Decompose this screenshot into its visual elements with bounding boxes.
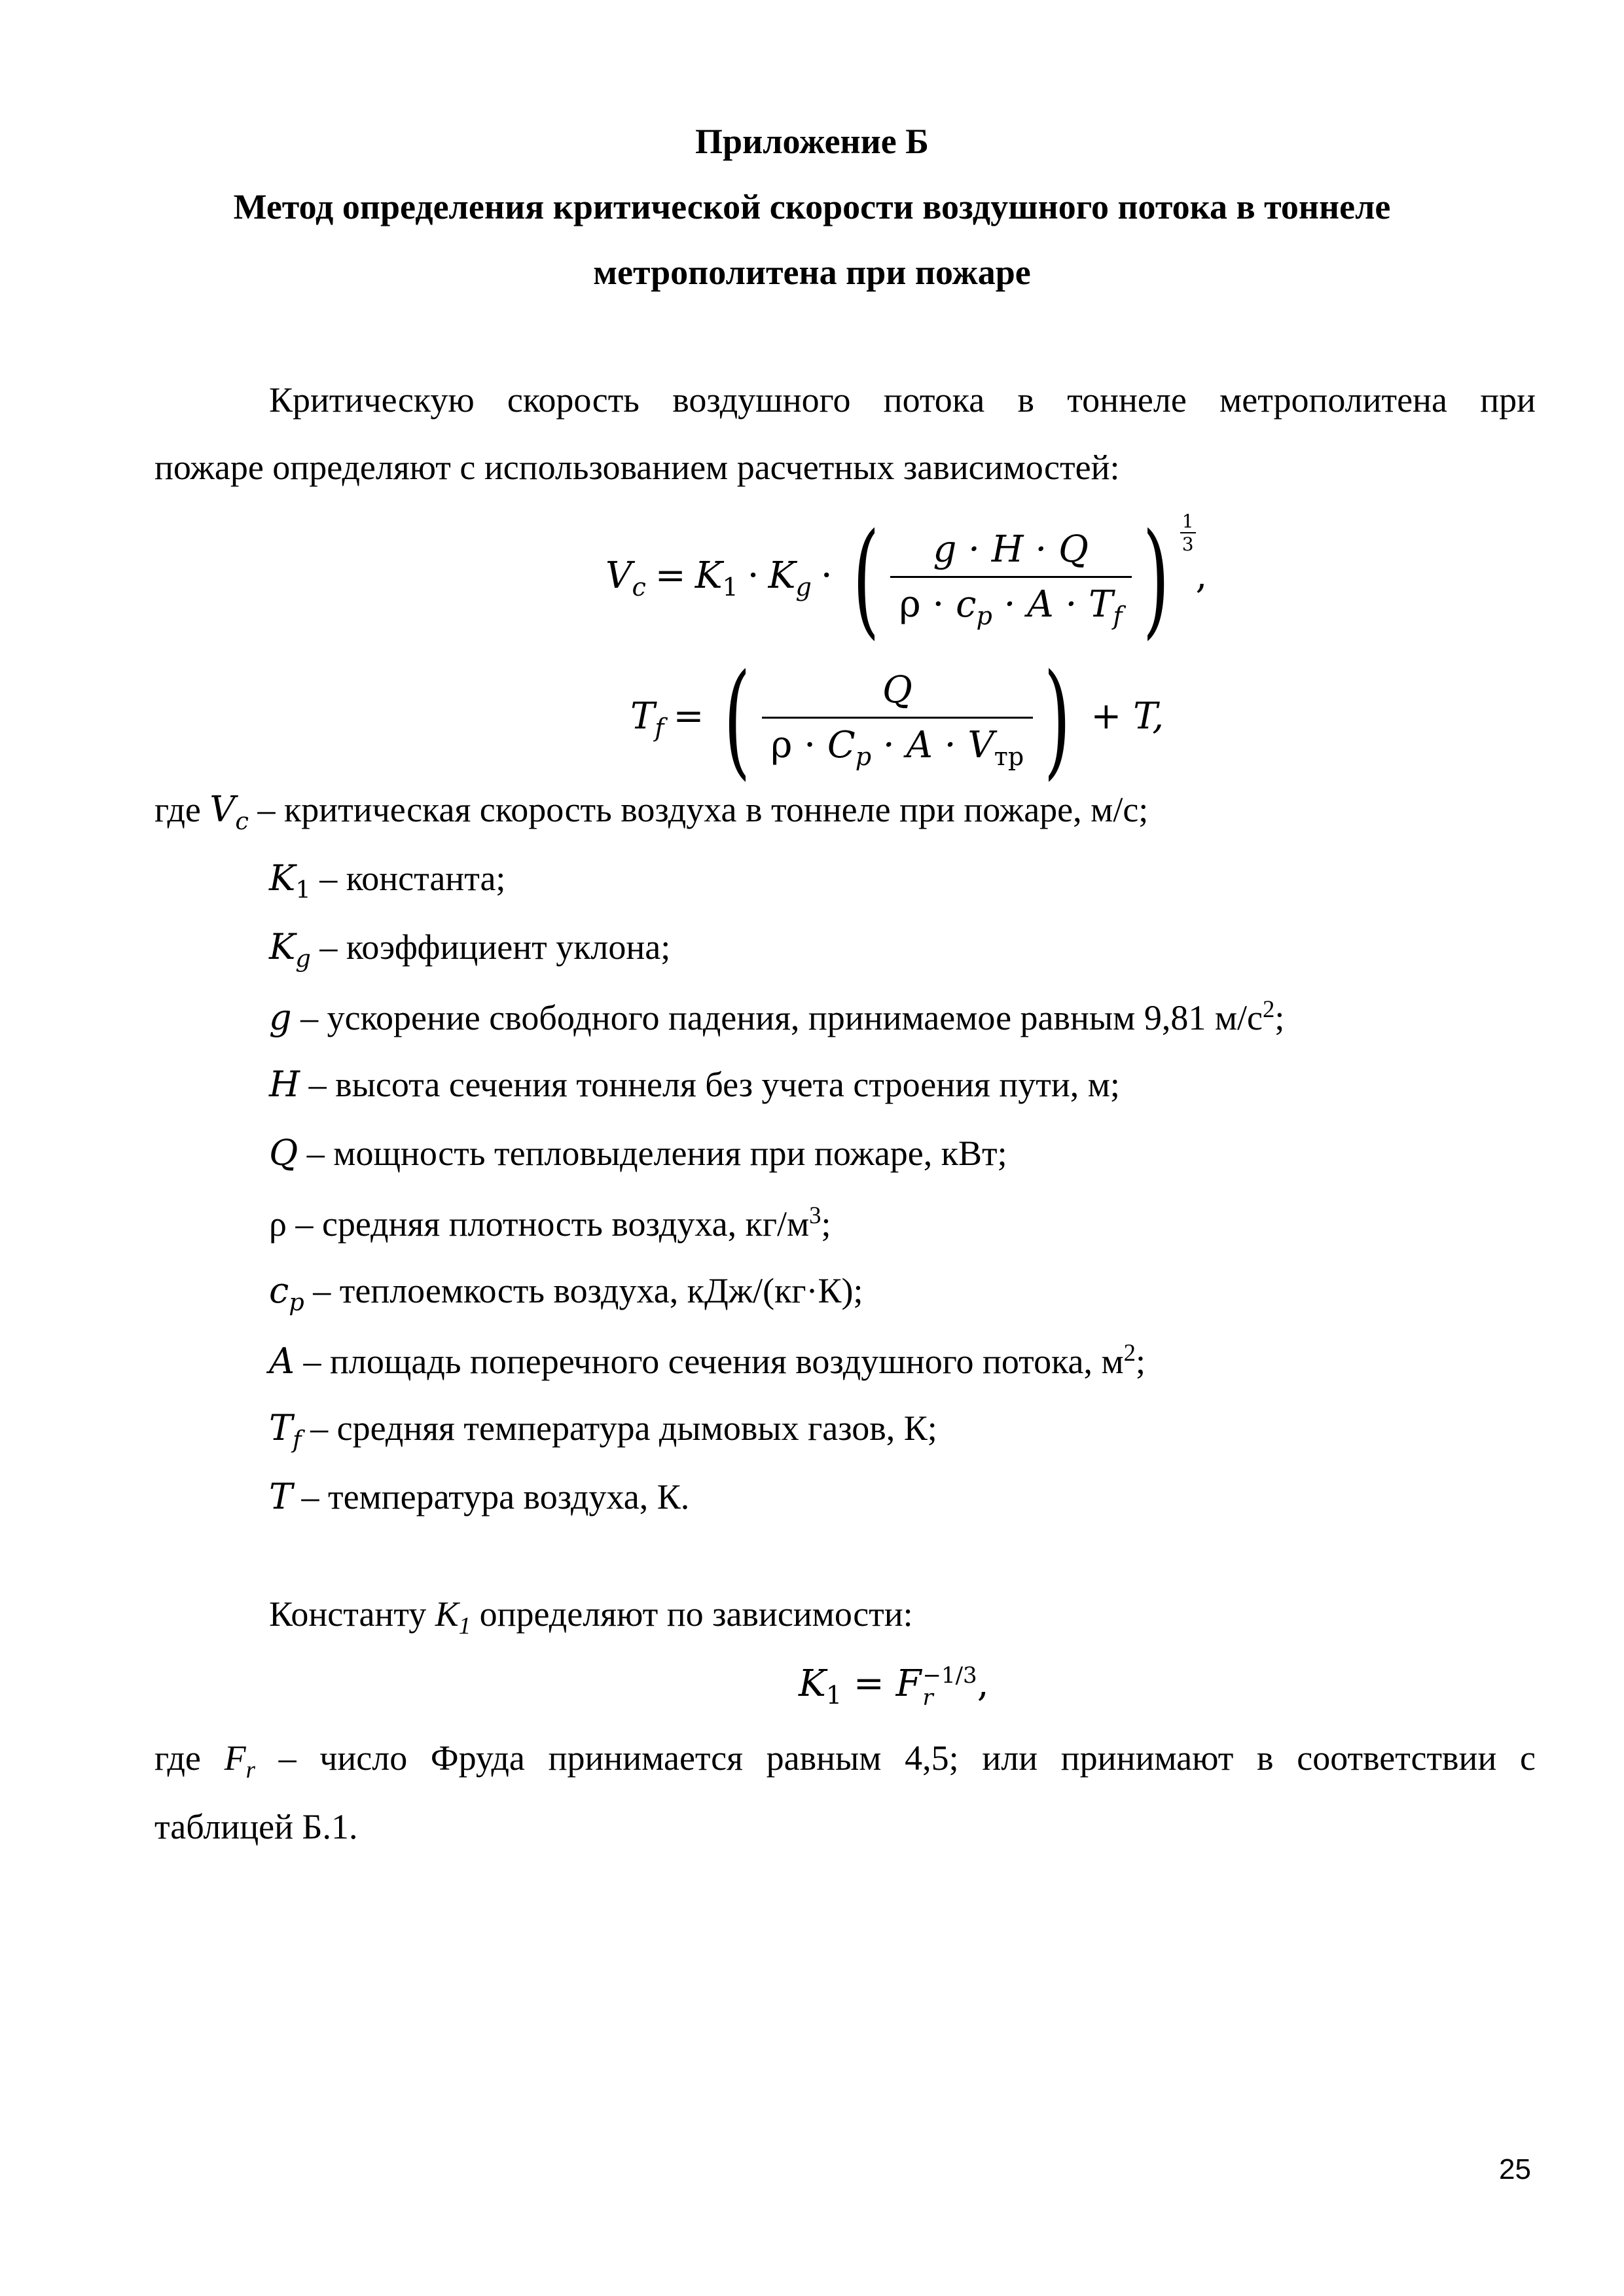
appendix-label: Приложение Б: [695, 122, 929, 161]
formula1-lhs: $V_c$: [605, 554, 646, 602]
definition-tf: $T_f$ – средняя температура дымовых газов, К;: [269, 1407, 937, 1454]
definition-h: H – высота сечения тоннеля без учета строения пути, м;: [269, 1064, 1120, 1105]
formula-critical-velocity: $V_c = K_1 \cdot K_g$ · ( $\frac{g \cdot H \cdot Q}{\rho \cdot c_p \cdot A \cdot T_f}$ ) $\frac{1}{3}$ ,: [605, 507, 1208, 651]
definition-a: A – площадь поперечного сечения воздушного потока, $м^2$;: [269, 1339, 1146, 1382]
title-line-1: Метод определения критической скорости воздушного потока в тоннеле: [233, 187, 1391, 226]
definition-vc: где $V_c$ – критическая скорость воздуха в тоннеле при пожаре, м/с;: [154, 789, 1149, 835]
title-line-2: метрополитена при пожаре: [593, 253, 1031, 292]
formula2-denominator: $\rho \cdot C_p \cdot A \cdot V_{тр}$: [770, 723, 1024, 772]
froude-line-1: где $F_r$ – число Фруда принимается равным 4,5; или принимают в соответствии с: [154, 1738, 1536, 1783]
formula-smoke-temperature: $T_f$ = ( $\frac{Q}{\rho \cdot C_p \cdot A \cdot V_{тр}}$ ) + T,: [630, 647, 1164, 792]
definition-rho: ρ – средняя плотность воздуха, $кг/м^3$;: [269, 1202, 831, 1244]
intro-line-2: пожаре определяют с использованием расчетных зависимостей:: [154, 448, 1120, 487]
froude-line-2: таблицей Б.1.: [154, 1807, 358, 1846]
formula2-fraction: [762, 669, 1034, 771]
formula1-denominator: $\rho \cdot c_p \cdot A \cdot T_f$: [899, 583, 1123, 631]
definition-k1: $K_1$ – константа;: [269, 857, 506, 904]
definition-t: T – температура воздуха, К.: [269, 1476, 690, 1517]
page-number: 25: [1499, 2153, 1531, 2185]
definition-cp: $c_p$ – теплоемкость воздуха, кДж/(кг·К);: [269, 1270, 863, 1316]
definition-g: g – ускорение свободного падения, принимаемое равным 9,81 $м/с^2$;: [269, 996, 1285, 1038]
intro-line-1: Критическую скорость воздушного потока в тоннеле метрополитена при: [269, 380, 1536, 420]
definition-q: Q – мощность тепловыделения при пожаре, кВт;: [269, 1132, 1007, 1174]
formula-k1: $K_1 = F$ −1/3 r ,: [799, 1662, 989, 1711]
formula1-exponent: $\frac{1}{3}$: [1180, 511, 1196, 555]
constant-intro: Константу $K_1$ определяют по зависимости:: [269, 1594, 913, 1639]
formula1-numerator: g · H · Q: [890, 528, 1132, 578]
formula1-fraction: [890, 528, 1132, 630]
formula2-numerator: Q: [762, 669, 1034, 719]
definition-kg: $K_g$ – коэффициент уклона;: [269, 926, 671, 973]
